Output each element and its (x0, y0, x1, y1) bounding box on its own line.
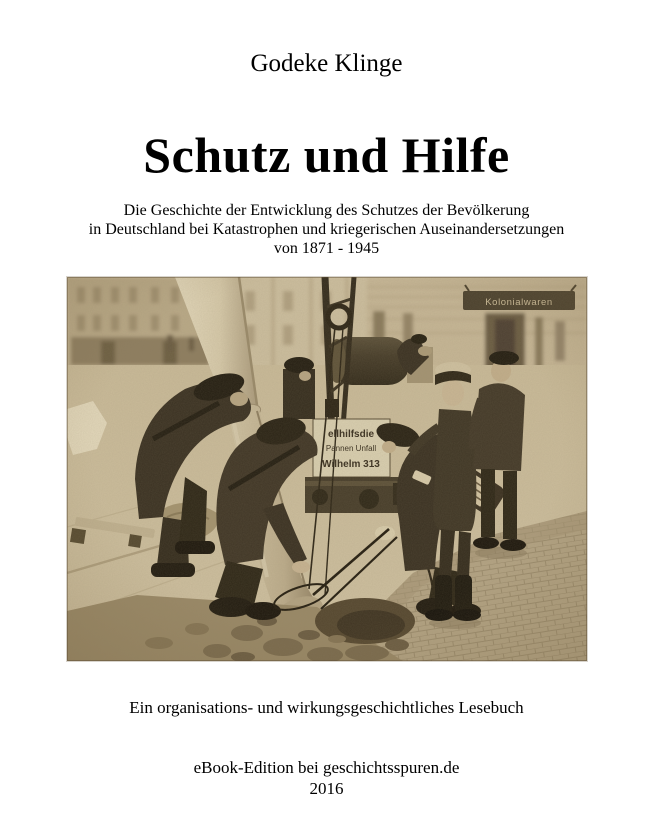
vignette-overlay (67, 277, 587, 661)
book-title: Schutz und Hilfe (143, 127, 510, 183)
subtitle (0, 201, 653, 258)
edition-block (0, 757, 653, 799)
tagline: Ein organisations- und wirkungsgeschichtliches Lesebuch (129, 698, 524, 717)
subtitle-line-2: in Deutschland bei Katastrophen und kriegerischen Auseinandersetzungen (88, 221, 565, 238)
subtitle-line-3: von 1871 - 1945 (273, 240, 380, 257)
subtitle-line-1: Die Geschichte der Entwicklung des Schutzes der Bevölkerung (123, 202, 530, 219)
cover-photograph (67, 277, 587, 661)
publication-year: 2016 (309, 779, 344, 798)
edition-line: eBook-Edition bei geschichtsspuren.de (193, 758, 460, 777)
historical-photo-illustration (67, 277, 587, 661)
author-name: Godeke Klinge (250, 50, 403, 77)
